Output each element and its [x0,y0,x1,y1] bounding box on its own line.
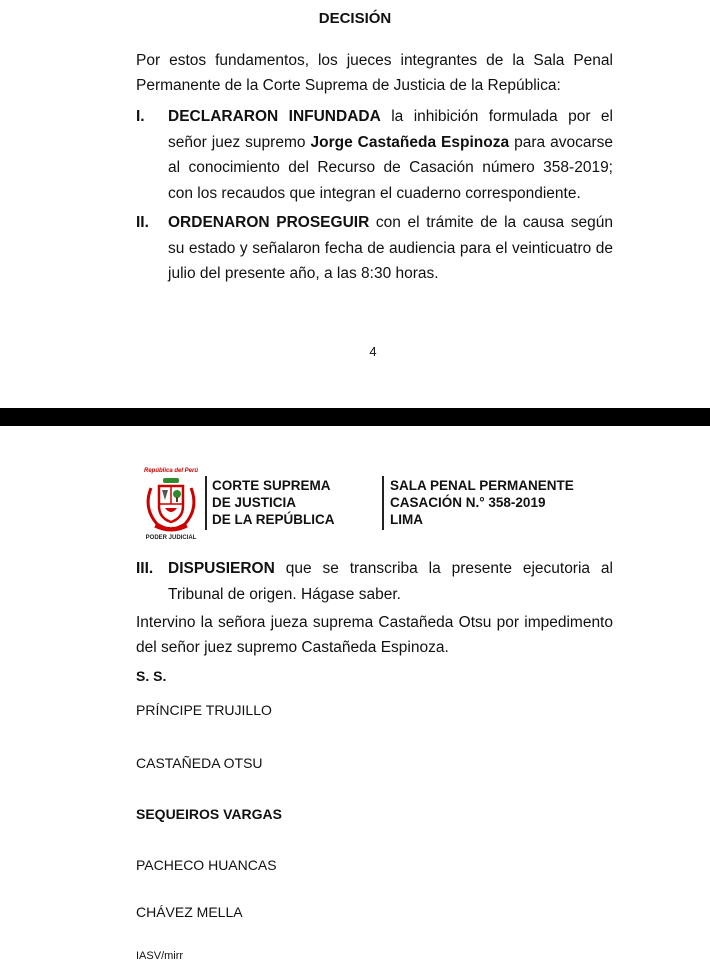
court-line-2: DE JUSTICIA [212,495,297,510]
court-line-1: CORTE SUPREMA [212,478,331,493]
decision-item-1 [136,104,613,206]
signatory-5: CHÁVEZ MELLA [136,904,243,920]
seal-bottom-text: PODER JUDICIAL [145,535,197,541]
document-page-4 [0,0,710,408]
decision-item-2 [136,210,613,287]
signatory-2: CASTAÑEDA OTSU [136,755,263,771]
item-3-number: III. [136,560,154,577]
header-divider-left [205,476,207,530]
decision-item-3 [136,556,613,607]
signatory-4: PACHECO HUANCAS [136,857,277,873]
case-info-block [390,477,574,528]
intro-paragraph: Por estos fundamentos, los jueces integrantes de la Sala Penal Permanente de la Corte Suprema de Justicia de la República: [136,52,613,94]
judge-name: Jorge Castañeda Espinoza [310,133,510,151]
item-1-number: I. [136,108,145,125]
item-3-verb: DISPUSIERON [168,560,275,577]
item-1-text-b: para avocarse al conocimiento del Recurso de Casación número 358-2019; con los recaudos que integran el cuaderno correspondiente. [168,133,613,202]
decision-heading: DECISIÓN [318,10,392,27]
header-divider-right [382,476,384,530]
ss-label: S. S. [136,668,167,684]
document-page-5 [0,426,710,980]
item-2-number: II. [136,214,149,231]
item-3-text: que se transcriba la presente ejecutoria al Tribunal de origen. Hágase saber. [168,560,613,603]
item-1-text-a: la inhibición formulada por el señor juez supremo [168,108,613,151]
signatory-3: SEQUEIROS VARGAS [136,806,282,822]
coat-of-arms-icon [141,474,201,534]
court-line-3: DE LA REPÚBLICA [212,512,335,527]
clerk-initials: IASV/mirr [136,950,184,962]
poder-judicial-seal [138,462,210,546]
item-2-text: con el trámite de la causa según su estado y señalaron fecha de audiencia para el veinticuatro de julio del presente año, a las 8:30 horas. [168,214,614,282]
page-number: 4 [369,344,377,359]
impediment-note: Intervino la señora jueza suprema Castañeda Otsu por impedimento del señor juez supremo Castañeda Espinoza. [136,614,613,656]
case-line-3: LIMA [390,512,423,527]
case-line-1: SALA PENAL PERMANENTE [390,478,574,493]
item-1-verb: DECLARARON INFUNDADA [168,108,381,125]
court-name-block [212,477,335,528]
seal-top-text: República del Perú [143,468,198,474]
item-2-verb: ORDENARON PROSEGUIR [168,214,370,231]
case-line-2: CASACIÓN N.° 358-2019 [390,495,546,510]
signatory-1: PRÍNCIPE TRUJILLO [136,702,272,718]
